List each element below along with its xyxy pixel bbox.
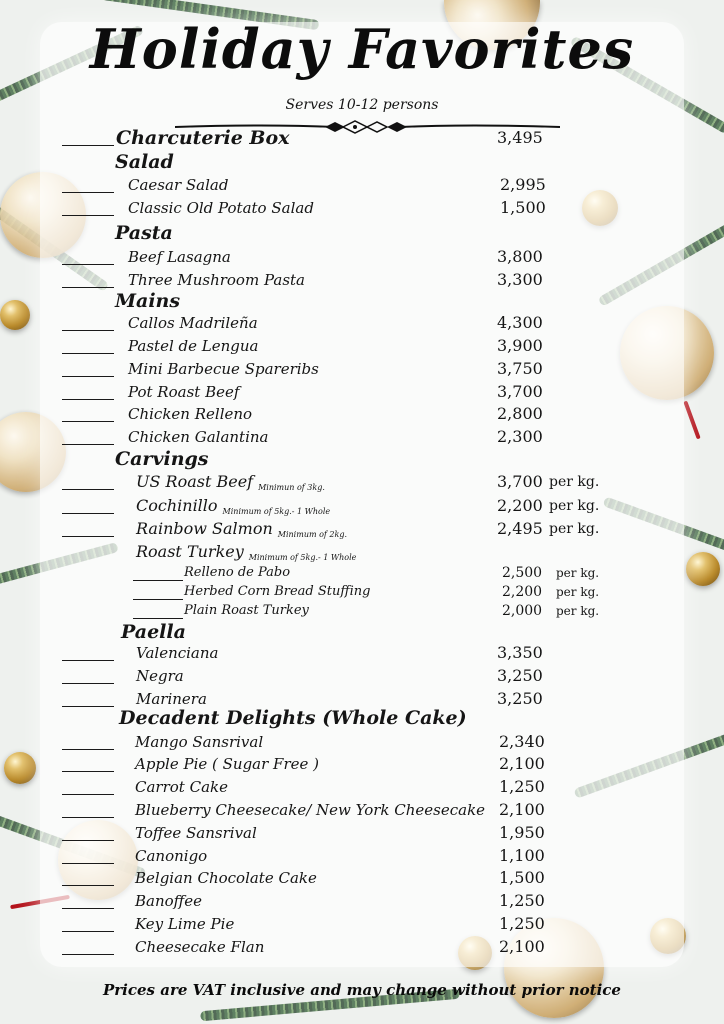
carving-name: Roast Turkey — [136, 542, 244, 561]
section-header-pasta — [0, 222, 724, 244]
item-name: Mango Sansrival — [135, 733, 264, 751]
item-name: Herbed Corn Bread Stuffing — [184, 584, 371, 599]
item-name: Banoffee — [135, 892, 203, 910]
item-name: Negra — [136, 667, 184, 685]
item-name: Blueberry Cheesecake/ New York Cheesecake — [135, 801, 486, 819]
order-blank-line — [62, 330, 114, 331]
order-blank-line — [62, 513, 114, 514]
item-name: Cheesecake Flan — [135, 938, 265, 956]
item-name: Toffee Sansrival — [135, 824, 257, 842]
menu-item — [0, 403, 724, 425]
price-unit: per kg. — [549, 521, 600, 537]
item-price: 2,995 — [500, 175, 546, 194]
page-title: Holiday Favorites — [89, 17, 635, 81]
order-blank-line — [62, 399, 114, 400]
item-name: Beef Lasagna — [128, 248, 231, 266]
carving-name: Rainbow Salmon — [136, 519, 273, 538]
order-blank-line — [62, 287, 114, 288]
item-name: Plain Roast Turkey — [184, 603, 309, 618]
menu-item — [0, 688, 724, 710]
carving-note: Minimun of 3kg. — [258, 483, 325, 492]
item-price: 2,300 — [497, 427, 543, 446]
order-blank-line — [62, 771, 114, 772]
item-name: Pastel de Lengua — [128, 337, 259, 355]
section-title: Paella — [121, 621, 186, 643]
order-blank-line — [62, 885, 114, 886]
item-price: 3,800 — [497, 247, 543, 266]
item-name: Canonigo — [135, 847, 208, 865]
order-blank-line — [62, 706, 114, 707]
menu-item — [0, 312, 724, 334]
item-name: Key Lime Pie — [135, 915, 235, 933]
item-price: 1,500 — [500, 198, 546, 217]
order-blank-line — [62, 794, 114, 795]
item-name: Apple Pie ( Sugar Free ) — [135, 755, 320, 773]
order-blank-line — [62, 421, 114, 422]
carving-note: Minimum of 5kg.- 1 Whole — [248, 553, 357, 562]
item-price: 1,250 — [499, 914, 545, 933]
menu-item-charcuterie — [0, 127, 724, 149]
order-blank-line — [62, 840, 114, 841]
menu-item — [0, 246, 724, 268]
section-title: Decadent Delights (Whole Cake) — [119, 707, 467, 729]
menu-item — [0, 867, 724, 889]
order-blank-line — [62, 660, 114, 661]
menu-item — [0, 665, 724, 687]
menu-item — [0, 426, 724, 448]
section-header-salad — [0, 151, 724, 173]
turkey-option — [0, 600, 724, 622]
order-blank-line — [133, 618, 183, 619]
item-price: 3,750 — [497, 359, 543, 378]
page-subtitle: Serves 10-12 persons — [285, 97, 439, 113]
price-unit: per kg. — [556, 585, 600, 599]
item-price: 2,200 — [502, 584, 543, 600]
section-title: Mains — [115, 290, 181, 312]
order-blank-line — [62, 215, 114, 216]
item-price: 3,900 — [497, 336, 543, 355]
item-price: 2,495 — [497, 519, 543, 538]
item-price: 3,700 — [497, 382, 543, 401]
order-blank-line — [62, 817, 114, 818]
menu-item — [0, 731, 724, 753]
carving-name: US Roast Beef — [136, 472, 254, 491]
menu-item — [0, 936, 724, 958]
menu-item — [0, 269, 724, 291]
item-name: Chicken Relleno — [128, 405, 253, 423]
item-name: Belgian Chocolate Cake — [135, 869, 317, 887]
item-name: Chicken Galantina — [128, 428, 269, 446]
item-name: Marinera — [136, 690, 207, 708]
order-blank-line — [62, 353, 114, 354]
menu-item — [0, 381, 724, 403]
section-title: Carvings — [115, 448, 209, 470]
price-unit: per kg. — [549, 498, 600, 514]
item-name: Pot Roast Beef — [128, 383, 240, 401]
item-name: Valenciana — [136, 644, 219, 662]
item-name: Carrot Cake — [135, 778, 228, 796]
item-price: 2,500 — [502, 565, 543, 581]
item-price: 2,100 — [499, 800, 545, 819]
item-price: 3,250 — [497, 689, 543, 708]
order-blank-line — [62, 954, 114, 955]
carving-item — [0, 495, 724, 517]
price-notice: Prices are VAT inclusive and may change without prior notice — [103, 981, 621, 999]
item-price: 2,000 — [502, 603, 543, 619]
item-price: 3,300 — [497, 270, 543, 289]
menu-item — [0, 799, 724, 821]
menu-item — [0, 335, 724, 357]
order-blank-line — [62, 683, 114, 684]
menu-item — [0, 776, 724, 798]
item-price: 2,200 — [497, 496, 543, 515]
menu-item — [0, 358, 724, 380]
item-price: 2,340 — [499, 732, 545, 751]
menu-item — [0, 642, 724, 664]
item-price: 3,495 — [497, 128, 543, 147]
order-blank-line — [62, 931, 114, 932]
order-blank-line — [62, 145, 114, 146]
carving-item — [0, 541, 724, 563]
item-price: 1,250 — [499, 891, 545, 910]
section-title: Pasta — [115, 222, 173, 244]
price-unit: per kg. — [556, 604, 600, 618]
section-header-desserts — [0, 707, 724, 729]
item-price: 4,300 — [497, 313, 543, 332]
order-blank-line — [62, 863, 114, 864]
item-price: 1,250 — [499, 777, 545, 796]
order-blank-line — [62, 192, 114, 193]
section-header-carvings — [0, 448, 724, 470]
section-header-mains — [0, 290, 724, 312]
carving-note: Minimum of 5kg.- 1 Whole — [222, 507, 331, 516]
menu-item — [0, 822, 724, 844]
item-name: Caesar Salad — [128, 176, 229, 194]
menu-item — [0, 913, 724, 935]
order-blank-line — [62, 536, 114, 537]
item-price: 1,100 — [499, 846, 545, 865]
price-unit: per kg. — [549, 474, 600, 490]
item-price: 2,100 — [499, 937, 545, 956]
section-header-paella — [0, 621, 724, 643]
item-name: Relleno de Pabo — [184, 565, 291, 580]
price-unit: per kg. — [556, 566, 600, 580]
order-blank-line — [62, 444, 114, 445]
menu-item — [0, 890, 724, 912]
item-price: 2,800 — [497, 404, 543, 423]
item-price: 1,950 — [499, 823, 545, 842]
item-price: 1,500 — [499, 868, 545, 887]
order-blank-line — [62, 749, 114, 750]
item-name: Classic Old Potato Salad — [128, 199, 314, 217]
carving-item — [0, 471, 724, 493]
item-price: 2,100 — [499, 754, 545, 773]
item-name: Mini Barbecue Spareribs — [128, 360, 319, 378]
carving-note: Minimum of 2kg. — [277, 530, 348, 539]
order-blank-line — [62, 908, 114, 909]
item-price: 3,700 — [497, 472, 543, 491]
item-name: Three Mushroom Pasta — [128, 271, 305, 289]
item-price: 3,350 — [497, 643, 543, 662]
carving-name: Cochinillo — [136, 496, 218, 515]
menu-item — [0, 174, 724, 196]
menu-item — [0, 197, 724, 219]
item-name: Charcuterie Box — [116, 127, 290, 149]
menu-item — [0, 753, 724, 775]
menu-item — [0, 845, 724, 867]
carving-item — [0, 518, 724, 540]
item-name: Callos Madrileña — [128, 314, 258, 332]
order-blank-line — [62, 376, 114, 377]
order-blank-line — [62, 264, 114, 265]
item-price: 3,250 — [497, 666, 543, 685]
section-title: Salad — [115, 151, 174, 173]
order-blank-line — [62, 489, 114, 490]
